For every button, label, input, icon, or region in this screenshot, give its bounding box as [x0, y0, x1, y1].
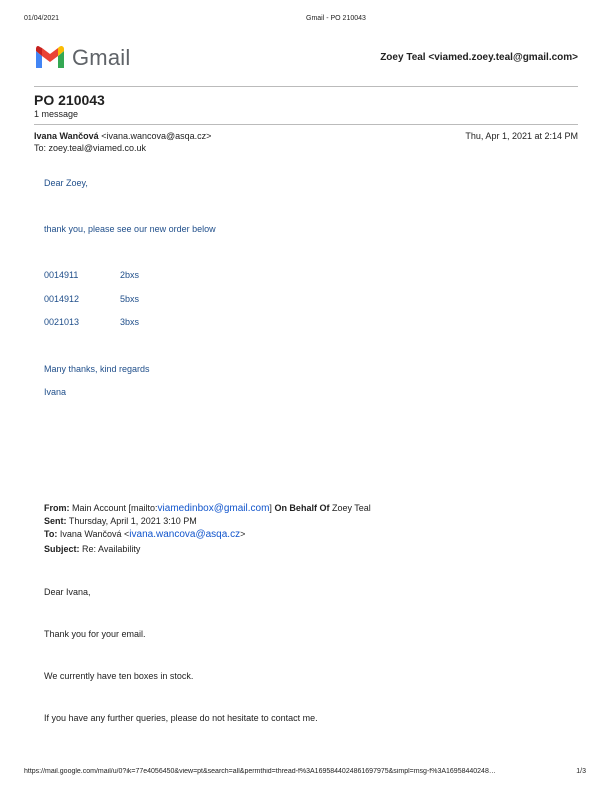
- sent-value: Thursday, April 1, 2021 3:10 PM: [66, 516, 197, 526]
- sender-name: Ivana Wančová: [34, 131, 99, 141]
- to-email-link[interactable]: ivana.wancova@asqa.cz: [129, 529, 241, 540]
- print-page-number: 1/3: [576, 768, 586, 775]
- thread-divider: [34, 124, 578, 125]
- from-text: Main Account [mailto:: [69, 503, 158, 513]
- subject-label: Subject:: [44, 544, 80, 554]
- sent-label: Sent:: [44, 516, 67, 526]
- header-divider: [34, 86, 578, 87]
- sender-email: <ivana.wancova@asqa.cz>: [101, 131, 212, 141]
- from-label: From:: [44, 503, 70, 513]
- quoted-line: If you have any further queries, please do not hesitate to contact me.: [44, 713, 318, 723]
- recipient: To: zoey.teal@viamed.co.uk: [34, 143, 147, 153]
- body-intro: thank you, please see our new order below: [44, 224, 216, 234]
- gmail-logo[interactable]: [34, 44, 134, 70]
- body-greeting: Dear Zoey,: [44, 178, 88, 188]
- sender: [34, 131, 211, 141]
- quoted-subject: [44, 544, 140, 554]
- from-close: ]: [269, 503, 272, 513]
- order-qty: 3bxs: [120, 317, 140, 327]
- quoted-line: We currently have ten boxes in stock.: [44, 671, 194, 681]
- print-title: Gmail - PO 210043: [306, 15, 366, 22]
- order-code: 0014912: [44, 294, 80, 304]
- message-count: 1 message: [34, 109, 79, 119]
- print-url: https://mail.google.com/mail/u/0?ik=77e4056450&view=pt&search=all&permthid=thread-f%3A1695844024861697975&simpl=msg-f%3A16958440248…: [24, 768, 496, 775]
- order-code: 0014911: [44, 270, 79, 280]
- body-closing: Many thanks, kind regards: [44, 364, 150, 374]
- print-date: 01/04/2021: [24, 15, 60, 22]
- to-close: >: [240, 529, 246, 539]
- quoted-line: Dear Ivana,: [44, 587, 91, 597]
- message-date: Thu, Apr 1, 2021 at 2:14 PM: [465, 131, 578, 141]
- gmail-m-logo-icon: [34, 44, 66, 68]
- from-email-link[interactable]: viamedinbox@gmail.com: [157, 503, 270, 514]
- to-name: Ivana Wančová <: [57, 529, 130, 539]
- quoted-sent: [44, 516, 197, 526]
- order-code: 0021013: [44, 317, 80, 327]
- behalf-name: Zoey Teal: [329, 503, 371, 513]
- quoted-from: [44, 503, 371, 514]
- quoted-line: Thank you for your email.: [44, 629, 146, 639]
- body-signature: Ivana: [44, 387, 67, 397]
- account-label: Zoey Teal <viamed.zoey.teal@gmail.com>: [380, 52, 578, 63]
- subject-value: Re: Availability: [79, 544, 141, 554]
- order-qty: 5bxs: [120, 294, 140, 304]
- thread-subject: PO 210043: [34, 92, 105, 108]
- quoted-to: [44, 529, 245, 540]
- gmail-wordmark: Gmail: [72, 45, 131, 70]
- order-qty: 2bxs: [120, 270, 140, 280]
- to-label: To:: [44, 529, 58, 539]
- behalf-label: On Behalf Of: [271, 503, 330, 513]
